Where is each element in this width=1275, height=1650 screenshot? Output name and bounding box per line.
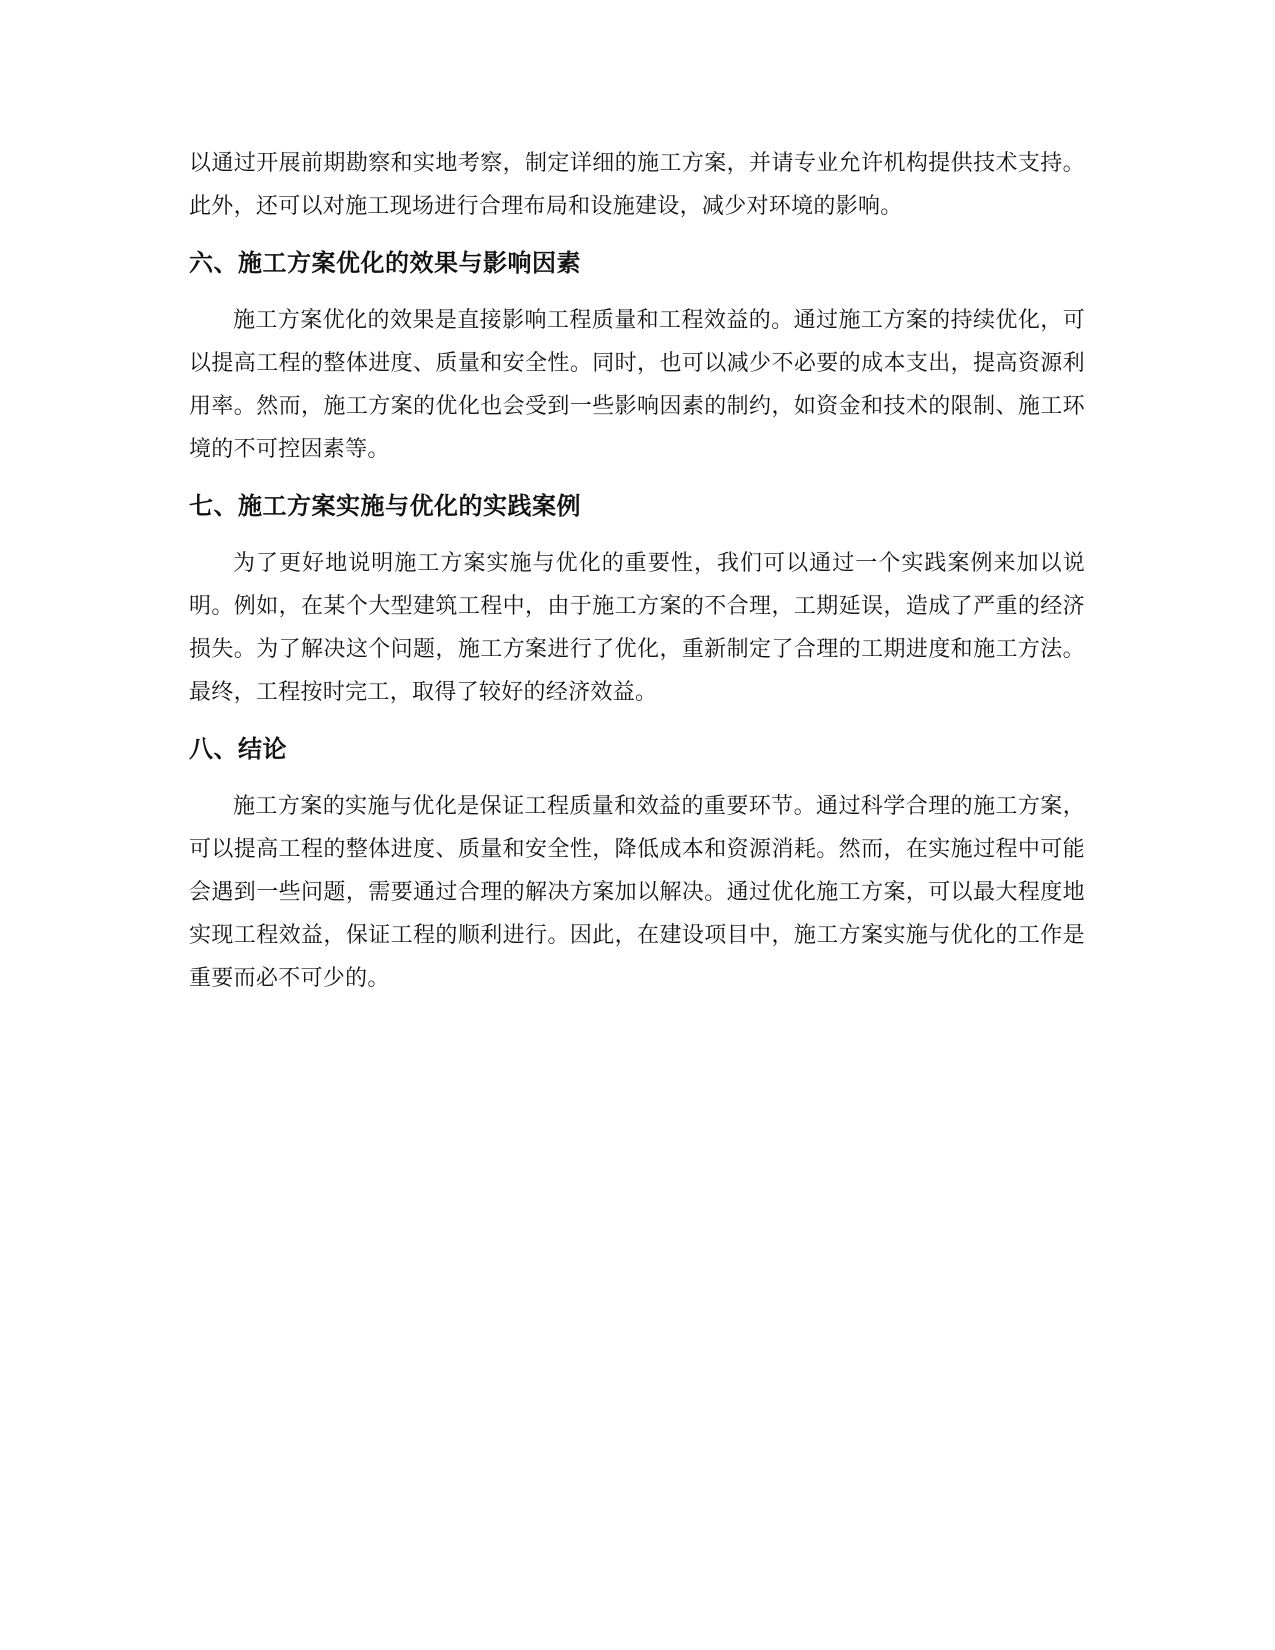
document-page [189,142,1085,1000]
section-body-8: 施工方案的实施与优化是保证工程质量和效益的重要环节。通过科学合理的施工方案，可以提高工程的整体进度、质量和安全性，降低成本和资源消耗。然而，在实施过程中可能会遇到一些问题，需要通过合理的解决方案加以解决。通过优化施工方案，可以最大程度地实现工程效益，保证工程的顺利进行。因此，在建设项目中，施工方案实施与优化的工作是重要而必不可少的。 [189,794,1085,991]
section-body-7: 为了更好地说明施工方案实施与优化的重要性，我们可以通过一个实践案例来加以说明。例如，在某个大型建筑工程中，由于施工方案的不合理，工期延误，造成了严重的经济损失。为了解决这个问题，施工方案进行了优化，重新制定了合理的工期进度和施工方法。最终，工程按时完工，取得了较好的经济效益。 [189,551,1085,705]
section-heading-8: 八、结论 [189,735,287,763]
section-heading-7: 七、施工方案实施与优化的实践案例 [189,492,581,520]
intro-paragraph: 以通过开展前期勘察和实地考察，制定详细的施工方案，并请专业允许机构提供技术支持。此外，还可以对施工现场进行合理布局和设施建设，减少对环境的影响。 [189,151,1085,219]
section-heading-6: 六、施工方案优化的效果与影响因素 [189,249,581,277]
section-body-6: 施工方案优化的效果是直接影响工程质量和工程效益的。通过施工方案的持续优化，可以提高工程的整体进度、质量和安全性。同时，也可以减少不必要的成本支出，提高资源利用率。然而，施工方案的优化也会受到一些影响因素的制约，如资金和技术的限制、施工环境的不可控因素等。 [189,308,1085,462]
